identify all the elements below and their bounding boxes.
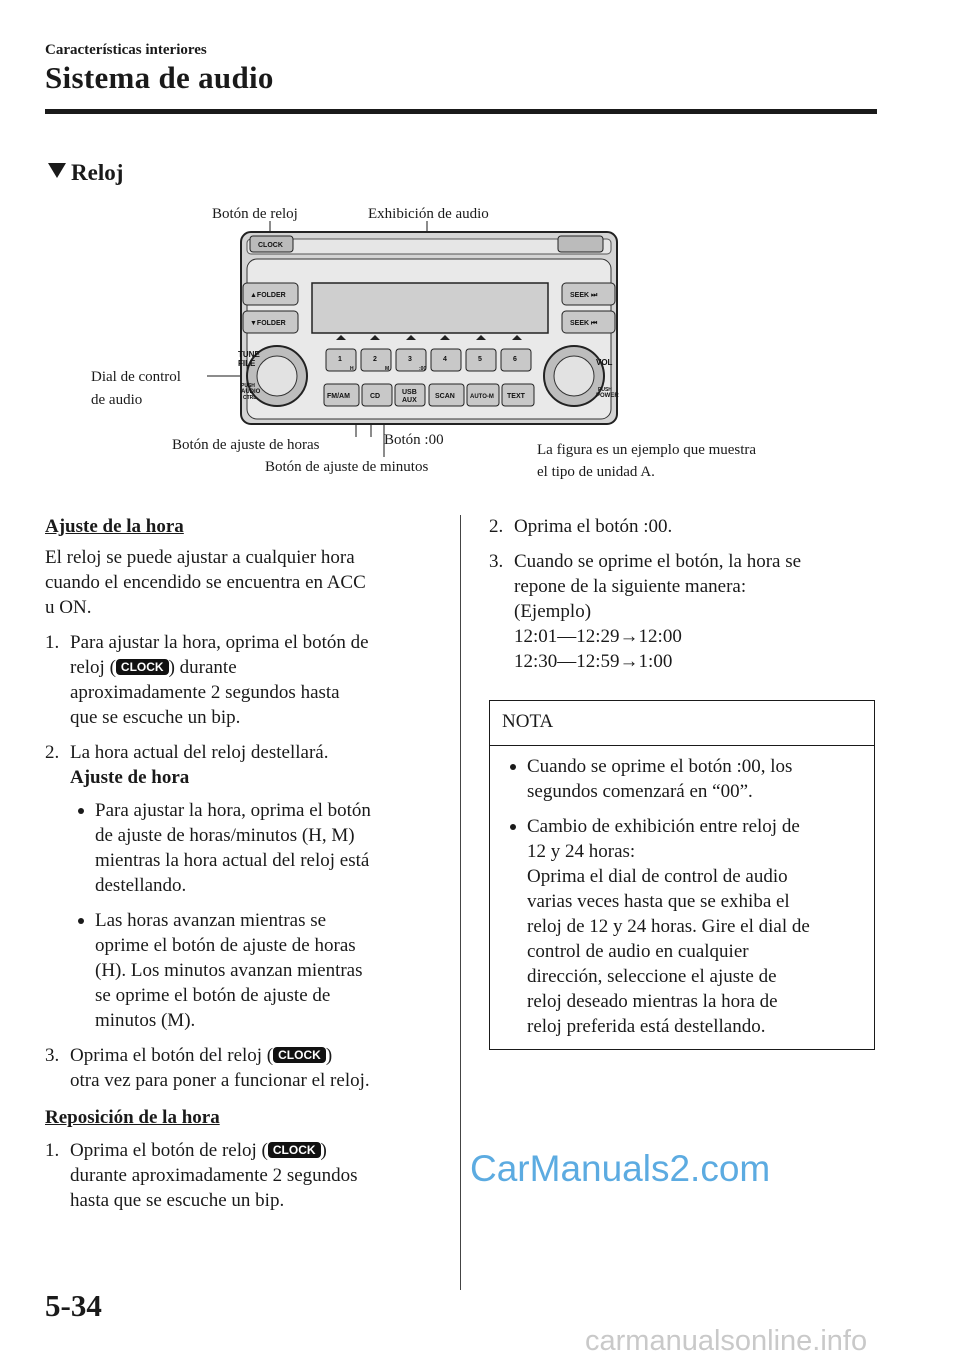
autom-label: AUTO-M: [470, 394, 494, 400]
step-1-line-2: [70, 655, 445, 680]
watermark-carmanuals2: CarManuals2.com: [470, 1148, 771, 1189]
reloj-heading-text: Reloj: [71, 160, 124, 185]
page-number: 5-34: [45, 1288, 102, 1323]
m-label: M: [385, 366, 390, 372]
step-2-subheading: Ajuste de hora: [70, 767, 190, 788]
reset-step-3-line-5: 12:30—12:59→1:00: [514, 651, 673, 672]
step-3-line-2: otra vez para poner a funcionar el reloj.: [70, 1070, 370, 1091]
note-2-line-2: 12 y 24 horas:: [527, 841, 636, 862]
note-bullet-1: [502, 754, 867, 804]
push2-label: PUSH: [598, 387, 612, 393]
seek-up-label: SEEK ⏭: [570, 292, 598, 299]
step-1-line-2a: reloj (: [70, 657, 116, 678]
column-divider: [460, 515, 461, 1290]
usb-label: USB: [402, 389, 417, 396]
reset-step-3-line-4: 12:01—12:29→12:00: [514, 626, 682, 647]
intro-2: cuando el encendido se encuentra en ACC: [45, 572, 366, 593]
folder-down-label: ▼FOLDER: [250, 320, 286, 327]
step-3-line-1b: ): [325, 1045, 333, 1066]
clock-button-icon: CLOCK: [273, 1047, 326, 1063]
note-2-line-9: reloj preferida está destellando.: [527, 1016, 766, 1037]
intro-1: El reloj se puede ajustar a cualquier hora: [45, 547, 355, 568]
note-2-line-7: dirección, seleccione el ajuste de: [527, 966, 777, 987]
reset-step-2-number: 2.: [489, 516, 504, 537]
caption-line-2: el tipo de unidad A.: [537, 464, 655, 480]
bullet-dot-icon: [78, 918, 84, 924]
reset-step-3-number: 3.: [489, 551, 504, 572]
file-label: FILE: [238, 359, 256, 368]
reset-step-1-line-1b: ): [320, 1140, 327, 1161]
push-label: PUSH: [241, 383, 255, 389]
seek-down-label: SEEK ⏮: [570, 320, 598, 327]
reset-step-2-text: Oprima el botón :00.: [514, 516, 673, 537]
step-1-line-2b: ) durante: [168, 657, 237, 678]
step-1-line-1: Para ajustar la hora, oprima el botón de: [70, 632, 369, 653]
preset-4: 4: [443, 356, 447, 363]
note-box: [489, 700, 875, 1050]
left-column: [45, 514, 445, 1213]
zz-label: :00: [419, 366, 427, 372]
fmam-label: FM/AM: [327, 393, 350, 400]
label-zero-button: Botón :00: [384, 432, 444, 448]
h-label: H: [350, 366, 354, 372]
reset-step-3-line-1: Cuando se oprime el botón, la hora se: [514, 551, 802, 572]
watermark-carmanualsonline: carmanualsonline.info: [585, 1325, 868, 1357]
label-audio-dial-1: Dial de control: [91, 369, 181, 385]
note-body: [502, 754, 867, 1039]
text-label: TEXT: [507, 393, 525, 400]
note-2-line-1: Cambio de exhibición entre reloj de: [527, 816, 800, 837]
heading-ajuste: Ajuste de la hora: [45, 516, 184, 537]
bullet-1-line-2: de ajuste de horas/minutos (H, M): [95, 825, 355, 846]
bullet-2: [70, 908, 445, 1033]
bullet-2-line-2: oprime el botón de ajuste de horas: [95, 935, 356, 956]
step-2: [45, 740, 445, 1033]
reset-step-1-line-3: hasta que se escuche un bip.: [70, 1190, 285, 1211]
preset-5: 5: [478, 356, 482, 363]
clock-button-icon: CLOCK: [116, 659, 169, 675]
label-audio-dial-2: de audio: [91, 392, 143, 408]
bullet-2-line-1: Las horas avanzan mientras se: [95, 910, 327, 931]
vol-label: VOL: [596, 358, 613, 367]
step-2-text: La hora actual del reloj destellará.: [70, 742, 329, 763]
reset-step-3-line-3: (Ejemplo): [514, 601, 592, 622]
tune-label: TUNE: [238, 350, 260, 359]
reset-step-3-line-2: repone de la siguiente manera:: [514, 576, 747, 597]
bullet-1-line-3: mientras la hora actual del reloj está: [95, 850, 370, 871]
step-2-number: 2.: [45, 742, 60, 763]
folder-up-label: ▲FOLDER: [250, 292, 286, 299]
label-audio-display: Exhibición de audio: [368, 206, 489, 222]
cd-label: CD: [370, 393, 381, 400]
reset-step-1-line-1a: Oprima el botón de reloj (: [70, 1140, 268, 1161]
bullet-2-line-5: minutos (M).: [95, 1010, 196, 1031]
intro-3: u ON.: [45, 597, 92, 618]
bullet-dot-icon: [510, 764, 516, 770]
note-2-line-3: Oprima el dial de control de audio: [527, 866, 788, 887]
clock-key-label: CLOCK: [258, 242, 283, 249]
power-label: POWER: [596, 393, 619, 399]
caption-line-1: La figura es un ejemplo que muestra: [537, 442, 757, 458]
radio-figure: [0, 195, 960, 495]
page-title: Sistema de audio: [45, 60, 274, 95]
step-3-line-1a: Oprima el botón del reloj (: [70, 1045, 274, 1066]
reset-step-2: [489, 514, 879, 539]
preset-3: 3: [408, 356, 412, 363]
note-header: [490, 701, 874, 746]
preset-2: 2: [373, 356, 377, 363]
header-rule: [45, 109, 877, 114]
reloj-heading: [48, 160, 123, 186]
bullet-2-line-3: (H). Los minutos avanzan mientras: [95, 960, 363, 981]
note-1-line-2: segundos comenzará en “00”.: [527, 781, 753, 802]
label-minute-button: Botón de ajuste de minutos: [265, 459, 429, 475]
step-3-line-1: [70, 1043, 445, 1068]
bullet-dot-icon: [78, 808, 84, 814]
audio-label: AUDIO: [241, 389, 261, 395]
note-title: NOTA: [502, 711, 554, 732]
note-2-line-8: reloj deseado mientras la hora de: [527, 991, 778, 1012]
reset-step-1: [45, 1138, 445, 1213]
reset-step-1-line-1: [70, 1138, 445, 1163]
label-clock-button: Botón de reloj: [212, 206, 298, 222]
ctrl-label: CTRL.: [243, 395, 258, 401]
note-1-line-1: Cuando se oprime el botón :00, los: [527, 756, 793, 777]
heading-reposicion: Reposición de la hora: [45, 1107, 220, 1128]
clock-button-icon: CLOCK: [268, 1142, 321, 1158]
note-bullet-2: [502, 814, 867, 1039]
bullet-dot-icon: [510, 824, 516, 830]
section-label: Características interiores: [45, 42, 207, 58]
step-3-number: 3.: [45, 1045, 60, 1066]
note-2-line-5: reloj de 12 y 24 horas. Gire el dial de: [527, 916, 810, 937]
triangle-down-icon: [48, 163, 66, 178]
step-1-line-4: que se escuche un bip.: [70, 707, 241, 728]
step-3: [45, 1043, 445, 1093]
step-1: [45, 630, 445, 730]
right-column: [489, 514, 879, 674]
preset-6: 6: [513, 356, 517, 363]
bullet-1-line-1: Para ajustar la hora, oprima el botón: [95, 800, 371, 821]
bullet-2-line-4: se oprime el botón de ajuste de: [95, 985, 331, 1006]
bullet-1: [70, 798, 445, 898]
label-hour-button: Botón de ajuste de horas: [172, 437, 320, 453]
step-1-line-3: aproximadamente 2 segundos hasta: [70, 682, 340, 703]
bullet-1-line-4: destellando.: [95, 875, 187, 896]
scan-label: SCAN: [435, 393, 455, 400]
note-2-line-6: control de audio en cualquier: [527, 941, 749, 962]
preset-1: 1: [338, 356, 342, 363]
step-1-number: 1.: [45, 632, 60, 653]
aux-label: AUX: [402, 397, 417, 404]
note-2-line-4: varias veces hasta que se exhiba el: [527, 891, 790, 912]
reset-step-3: [489, 549, 879, 674]
reset-step-1-number: 1.: [45, 1140, 60, 1161]
reset-step-1-line-2: durante aproximadamente 2 segundos: [70, 1165, 358, 1186]
